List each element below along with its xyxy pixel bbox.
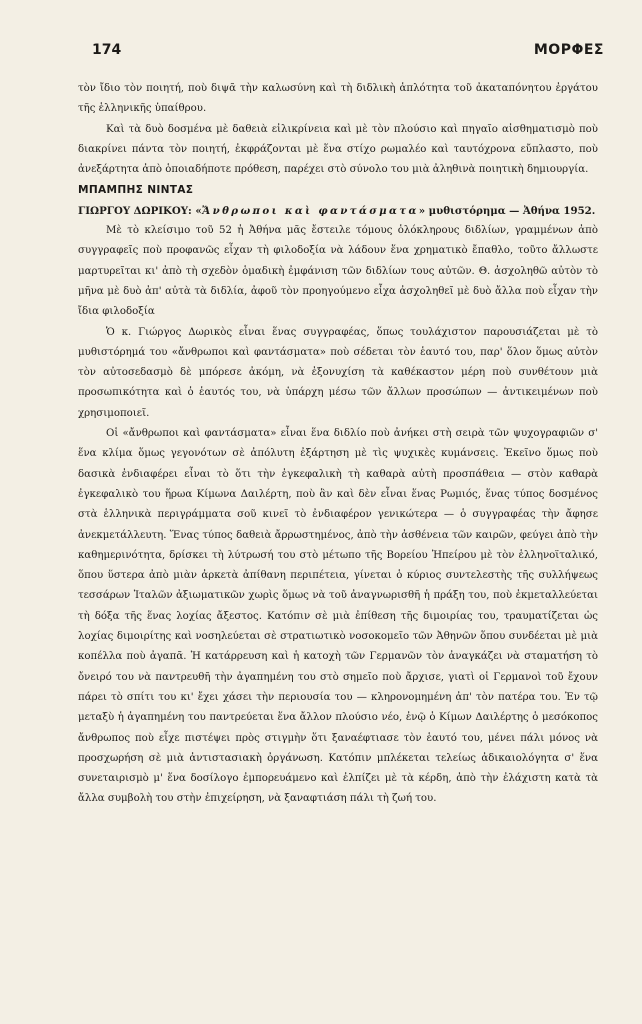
review-heading: [78, 201, 598, 221]
review-author: ΓΙΩΡΓΟΥ ΔΩΡΙΚΟΥ: «: [78, 204, 202, 217]
paragraph: Ὁ κ. Γιώργος Δωρικὸς εἶναι ἕνας συγγραφέας, ὅπως τουλάχιστον παρουσιάζεται μὲ τὸ μυθιστόρημά του «ἄνθρωποι καὶ φαντάσματα» ποὺ σέδεται τὸν ἑαυτό του, παρ' ὅλον ὅμως αὐτὸν τὸν αὐτοσεδασμὸ δὲ μπόρεσε ἀκόμη, νὰ ἐξονυχίση τὰ καθέκαστον μέρη ποὺ συνθέτουν μιὰ προσωπικότητα καὶ ὁ ἑαυτός του, νὰ ὑπάρχη μέσω τῶν ἄλλων προσώπων — ἀντικειμένων ποὺ χρησιμοποιεῖ.: [78, 326, 598, 419]
page-header: [92, 42, 604, 62]
author-signature: ΜΠΑΜΠΗΣ ΝΙΝΤΑΣ: [78, 184, 194, 197]
review-book-title: Ἄνθρωποι καὶ φαντάσματα: [201, 204, 419, 217]
paragraph: Οἱ «ἄνθρωποι καὶ φαντάσματα» εἶναι ἕνα διδλίο ποὺ ἀνήκει στὴ σειρὰ τῶν ψυχογραφιῶν σ' ἕνα κλίμα ὅμως γεγονότων σὲ ἀπόλυτη ἐξάρτηση μὲ τὶς ψυχικὲς κυμάνσεις. Ἐκεῖνο ὅμως ποὺ δασικὰ ἐνδιαφέρει εἶναι τὸ ὅτι τὴν ἐγκεφαλικὴ τὴ καθαρὰ αὐτὴ προσπάθεια — στὸν καθαρὰ ἐγκεφαλικὸ του ἥρωα Κίμωνα Δαιλέρτη, ποὺ ἂν καὶ δὲν εἶναι ἕνας Ρωμιός, ἕνας τύπος δοσμένος στὰ ἑλληνικὰ περιγράμματα σοῦ κινεῖ τὸ ἐνδιαφέρον γενικώτερα — ὁ συγγραφέας τὴν ἄφησε ἀνεκμετάλλευτη. Ἕνας τύπος δαθειὰ ἄρρωστημένος, ἀπὸ τὴν ἀσθένεια τῶν καιρῶν, φεύγει ἀπὸ τὴν καθημερινότητα, δρίσκει τὴ λύτρωσή του στὸ μέτωπο τῆς Βορείου Ἠπείρου μὲ τὸν ἑλληνοϊταλικό, ὅπου ὕστερα ἀπὸ μιὰν ἀρκετὰ ἀπίθανη περιπέτεια, γίνεται ὁ κύριος συντελεστὴς τῆς συλλήψεως τεσσάρων Ἰταλῶν ἀξιωματικῶν χωρὶς ὅμως νὰ τοῦ ἀναγνωρισθῆ ἡ πράξη του, ποὺ ἐκμεταλλεύεται τὴ δόξα τῆς ἕνας λοχίας ἄξεστος. Κατόπιν σὲ μιὰ ἐπίθεση τῆς διμοιρίας του, τραυματίζεται ὡς λοχίας διμοιρίτης καὶ νοσηλεύεται σὲ στρατιωτικὸ νοσοκομεῖο τῶν Ἀθηνῶν ὅπου συνδέεται μὲ μιὰ κοπέλλα ποὺ ἀγαπᾶ. Ἡ κατάρρευση καὶ ἡ κατοχὴ τῶν Γερμανῶν τὸν ἀναγκάζει νὰ σταματήση τὸ ὄνειρό του νὰ παντρευθῆ τὴν ἀγαπημένη του στὸ σημεῖο ποὺ ἄρχισε, γιατὶ οἱ Γερμανοὶ τοῦ ἔχουν πάρει τὸ σπίτι του κι' ἔχει χάσει τὴν περιουσία του — κληρονομημένη ἀπ' τὸν πατέρα του. Ἐν τῷ μεταξὺ ἡ ἀγαπημένη του παντρεύεται ἕνα ἄλλον πλούσιο νέο, ἐνῷ ὁ Κίμων Δαιλέρτης ὁ μεσόκοπος ἄνθρωπος ποὺ εἶχε πιστέψει πρὸς στιγμὴν ὅτι ξαναέφτιασε τὸν ἑαυτό του, μένει πάλι μόνος νὰ προσχωρήση σὲ μιὰ ἀντιστασιακὴ ὀργάνωση. Κατόπιν μπλέκεται τελείως ἀδικαιολόγητα σ' ἕνα συνεταιρισμὸ μ' ἕνα δοσίλογο ἐμπορευάμενο καὶ ἐλπίζει μὲ τὰ κέρδη, ἀπὸ τὴν ἐλάχιστη κατὰ τὰ ἄλλα συμβολὴ του στὴν ἐπιχείρηση, νὰ ξαναφτιάση πάλι τὴ ζωή του.: [78, 428, 598, 805]
page-number: 174: [92, 42, 122, 58]
magazine-title: ΜΟΡΦΕΣ: [533, 42, 604, 58]
review-details: » μυθιστόρημα — Ἀθήνα 1952.: [418, 204, 596, 217]
paragraph: Καὶ τὰ δυὸ δοσμένα μὲ δαθειὰ εἰλικρίνεια καὶ μὲ τὸν πλούσιο καὶ πηγαῖο αἰσθηματισμὸ ποὺ διακρίνει πάντα τὸν ποιητή, ἐκφράζονται μὲ ἕνα στίχο ρωμαλέο καὶ ταυτόχρονα εὔπλαστο, ποὺ ἀνεξάρτητα ἀπὸ ὁποιαδήποτε πρόθεση, παρέχει στὸ σύνολο του μιὰ ἀληθινὰ ποιητικὴ δημιουργία.: [78, 123, 598, 176]
article-body: [78, 79, 598, 810]
paragraph: Μὲ τὸ κλείσιμο τοῦ 52 ἡ Ἀθήνα μᾶς ἔστειλε τόμους ὁλόκληρους διδλίων, γραμμένων ἀπὸ συγγραφεῖς ποὺ προφανῶς εἶχαν τὴ φιλοδοξία νὰ λάδουν ἕνα χρηματικὸ ἔπαθλο, τοῦτο ἄλλωστε μαρτυρεῖται κι' ἀπὸ τὴ σχεδὸν ὁμαδικὴ ἐμφάνιση τῶν διδλίων τους αὐτῶν. Θ. ἀσχοληθῶ αὐτὸν τὸ μῆνα μὲ δυὸ ἀπ' αὐτὰ τὰ διδλία, ἀφοῦ τὸν προηγούμενο εἶχα ἀσχοληθεῖ μὲ δυὸ ἄλλα ποὺ εἶχαν τὴν ἴδια φιλοδοξία: [78, 225, 598, 318]
paragraph: τὸν ἴδιο τὸν ποιητή, ποὺ διψᾶ τὴν καλωσύνη καὶ τὴ διδλικὴ ἁπλότητα τοῦ ἀκαταπόνητου ἐργάτου τῆς ἑλληνικῆς ὑπαίθρου.: [78, 83, 598, 115]
